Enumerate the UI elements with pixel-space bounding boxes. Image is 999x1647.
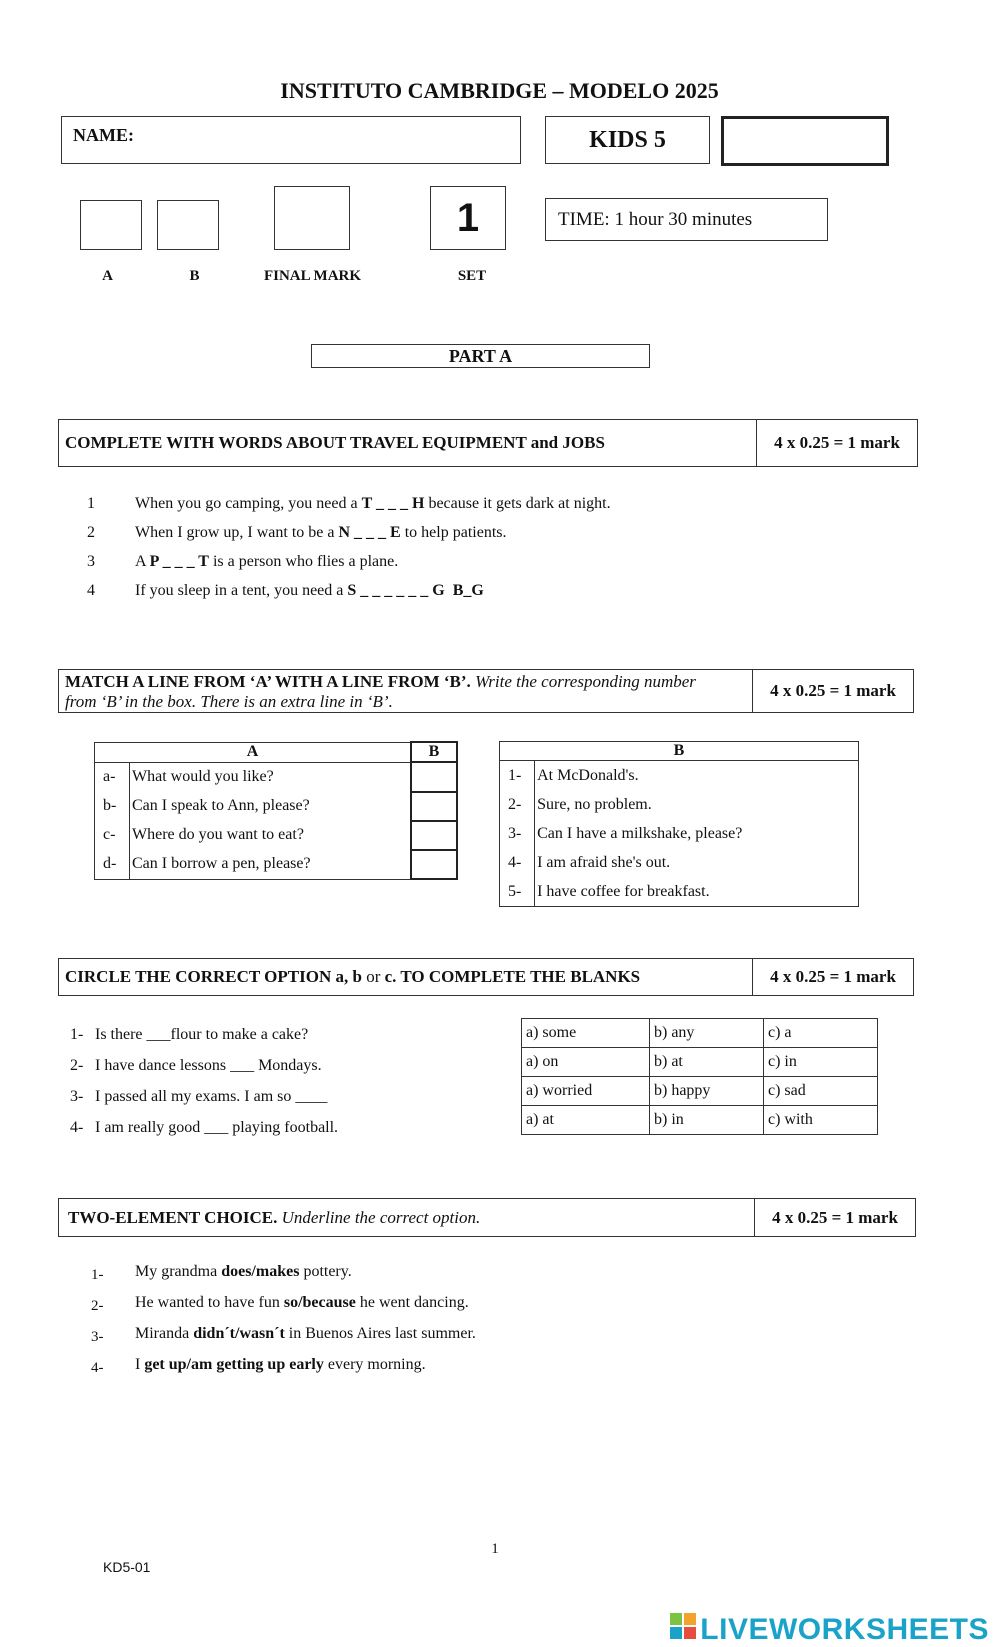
options-table — [521, 1018, 878, 1135]
item-number: 3- — [91, 1329, 104, 1345]
answer-box[interactable] — [411, 792, 457, 821]
section4-title-bold: TWO-ELEMENT CHOICE. — [68, 1207, 278, 1227]
table-row — [522, 1048, 878, 1077]
mark-box-a[interactable] — [80, 200, 142, 250]
item-text-post: every morning. — [323, 1356, 426, 1373]
choice-options[interactable]: get up/am getting up early — [144, 1356, 324, 1373]
option-b[interactable]: b) in — [650, 1106, 764, 1135]
item-text — [135, 1325, 476, 1343]
item-text — [135, 1294, 469, 1312]
item-text-pre: If you sleep in a tent, you need a — [135, 582, 348, 599]
label-b: B — [189, 268, 200, 284]
item-number: 2- — [70, 1057, 84, 1074]
item-text — [135, 524, 507, 542]
part-label: PART A — [448, 345, 513, 366]
part-heading — [311, 344, 650, 368]
item-number: 4- — [70, 1119, 84, 1136]
row-text: Sure, no problem. — [537, 795, 652, 813]
set-number: 1 — [456, 195, 480, 240]
table-a-header: A — [95, 742, 412, 762]
section2-title-bold: MATCH A LINE FROM ‘A’ WITH A LINE FROM ‘B’. — [65, 672, 471, 691]
option-a[interactable]: a) on — [522, 1048, 650, 1077]
item-blank-word[interactable]: T _ _ _ H — [361, 495, 425, 512]
section1-mark: 4 x 0.25 = 1 mark — [774, 433, 900, 452]
table-row — [500, 790, 859, 819]
label-a: A — [102, 268, 113, 284]
item-text-post: to help patients. — [400, 524, 507, 541]
item-text-post: because it gets dark at night. — [424, 495, 611, 512]
document-code: KD5-01 — [103, 1559, 151, 1575]
option-b[interactable]: b) any — [650, 1019, 764, 1048]
blank-score-box[interactable] — [721, 116, 889, 166]
mark-box-b[interactable] — [157, 200, 219, 250]
table-row — [95, 850, 458, 880]
item-text: I am really good ___ playing football. — [95, 1119, 339, 1136]
item-blank-word[interactable]: S _ _ _ _ _ _ G B_G — [347, 582, 484, 599]
option-a[interactable]: a) worried — [522, 1077, 650, 1106]
table-row — [95, 821, 458, 850]
level-label: KIDS 5 — [589, 126, 666, 153]
item-number: 1 — [87, 495, 95, 512]
row-key: b- — [95, 792, 130, 821]
table-row — [500, 819, 859, 848]
level-box — [545, 116, 710, 164]
table-b-header: B — [500, 742, 859, 761]
item-text-pre: When you go camping, you need a — [135, 495, 362, 512]
row-key: a- — [95, 762, 130, 792]
item-number: 1- — [70, 1026, 84, 1043]
row-text: What would you like? — [132, 768, 274, 785]
set-box — [430, 186, 506, 250]
item-text: Is there ___flour to make a cake? — [95, 1026, 309, 1043]
name-label: NAME: — [73, 125, 134, 145]
item-number: 4- — [91, 1360, 104, 1376]
section2-title — [59, 670, 753, 712]
name-field[interactable] — [61, 116, 521, 164]
table-row — [522, 1019, 878, 1048]
answer-box[interactable] — [411, 762, 457, 792]
match-table-a — [94, 741, 458, 880]
row-key: 3- — [500, 819, 535, 848]
table-row — [95, 762, 458, 792]
time-label: TIME: 1 hour 30 minutes — [558, 208, 753, 230]
row-text: Where do you want to eat? — [132, 826, 304, 843]
row-text: I am afraid she's out. — [537, 853, 671, 871]
option-b[interactable]: b) at — [650, 1048, 764, 1077]
section3-title-part2: c. TO COMPLETE THE BLANKS — [380, 967, 641, 986]
item-text-post: pottery. — [299, 1263, 352, 1280]
option-c[interactable]: c) with — [764, 1106, 878, 1135]
item-text-pre: He wanted to have fun — [135, 1294, 284, 1311]
row-key: d- — [95, 850, 130, 880]
row-key: 2- — [500, 790, 535, 819]
logo-mark-icon — [670, 1613, 696, 1647]
row-key: 5- — [500, 877, 535, 907]
section3-title-part1: CIRCLE THE CORRECT OPTION a, b — [65, 967, 367, 986]
section4-title — [59, 1199, 755, 1236]
option-a[interactable]: a) some — [522, 1019, 650, 1048]
row-text: Can I have a milkshake, please? — [537, 824, 743, 842]
option-b[interactable]: b) happy — [650, 1077, 764, 1106]
item-text-pre: My grandma — [135, 1263, 222, 1280]
item-text — [135, 1263, 352, 1281]
item-text — [135, 553, 398, 571]
section2-title-italic-2: from ‘B’ in the box. There is an extra line in ‘B’. — [65, 692, 393, 711]
item-text — [135, 1356, 426, 1374]
choice-options[interactable]: so/because — [283, 1294, 356, 1311]
item-blank-word[interactable]: N _ _ _ E — [338, 524, 401, 541]
row-key: 4- — [500, 848, 535, 877]
item-text: I passed all my exams. I am so ____ — [95, 1088, 328, 1105]
liveworksheets-logo[interactable] — [670, 1612, 989, 1647]
item-text-pre: A — [135, 553, 150, 570]
table-row — [500, 761, 859, 791]
section4-title-italic: Underline the correct option. — [277, 1207, 481, 1227]
section3-header — [58, 958, 914, 996]
row-text: I have coffee for breakfast. — [537, 882, 710, 900]
option-c[interactable]: c) a — [764, 1019, 878, 1048]
item-text-post: in Buenos Aires last summer. — [284, 1325, 476, 1342]
section2-header — [58, 669, 914, 713]
row-text: At McDonald's. — [537, 766, 639, 784]
section4-header — [58, 1198, 916, 1237]
answer-box[interactable] — [411, 821, 457, 850]
section1-header — [58, 419, 918, 467]
item-blank-word[interactable]: P _ _ _ T — [149, 553, 209, 570]
section3-title — [59, 959, 753, 995]
section3-title-or: or — [366, 967, 381, 986]
item-text-post: is a person who flies a plane. — [208, 553, 399, 570]
label-set: SET — [457, 268, 487, 284]
row-text: Can I speak to Ann, please? — [132, 797, 310, 814]
item-number: 3- — [70, 1088, 84, 1105]
item-text-post: he went dancing. — [355, 1294, 469, 1311]
section2-mark: 4 x 0.25 = 1 mark — [770, 681, 896, 700]
section1-title: COMPLETE WITH WORDS ABOUT TRAVEL EQUIPMENT and JOBS — [59, 420, 757, 466]
item-number: 4 — [87, 582, 95, 599]
item-text-pre: When I grow up, I want to be a — [135, 524, 339, 541]
item-number: 3 — [87, 553, 95, 570]
item-text: I have dance lessons ___ Mondays. — [95, 1057, 322, 1074]
answer-box[interactable] — [411, 850, 457, 880]
item-number: 2- — [91, 1298, 104, 1314]
section2-title-italic-1: Write the corresponding number — [470, 672, 696, 691]
choice-options[interactable]: didn´t/wasn´t — [193, 1325, 285, 1342]
label-final-mark: FINAL MARK — [263, 268, 362, 284]
table-row — [500, 848, 859, 877]
table-row — [522, 1106, 878, 1135]
option-a[interactable]: a) at — [522, 1106, 650, 1135]
row-key: 1- — [500, 761, 535, 791]
final-mark-box[interactable] — [274, 186, 350, 250]
table-row — [95, 792, 458, 821]
option-c[interactable]: c) sad — [764, 1077, 878, 1106]
page-number: 1 — [491, 1541, 499, 1557]
section4-mark: 4 x 0.25 = 1 mark — [772, 1207, 898, 1227]
item-text-pre: I — [135, 1356, 145, 1373]
item-number: 2 — [87, 524, 95, 541]
item-text-pre: Miranda — [135, 1325, 194, 1342]
page-title: INSTITUTO CAMBRIDGE – MODELO 2025 — [280, 78, 719, 103]
section3-mark: 4 x 0.25 = 1 mark — [770, 967, 896, 986]
row-key: c- — [95, 821, 130, 850]
match-table-b — [499, 741, 859, 907]
choice-options[interactable]: does/makes — [221, 1263, 300, 1280]
item-text — [135, 582, 484, 600]
item-number: 1- — [91, 1267, 104, 1283]
option-c[interactable]: c) in — [764, 1048, 878, 1077]
table-a-answer-header: B — [411, 742, 457, 762]
time-box — [545, 198, 828, 241]
table-row — [500, 877, 859, 907]
table-row — [522, 1077, 878, 1106]
item-text — [135, 495, 611, 513]
logo-text: LIVEWORKSHEETS — [700, 1613, 989, 1647]
row-text: Can I borrow a pen, please? — [132, 855, 311, 872]
